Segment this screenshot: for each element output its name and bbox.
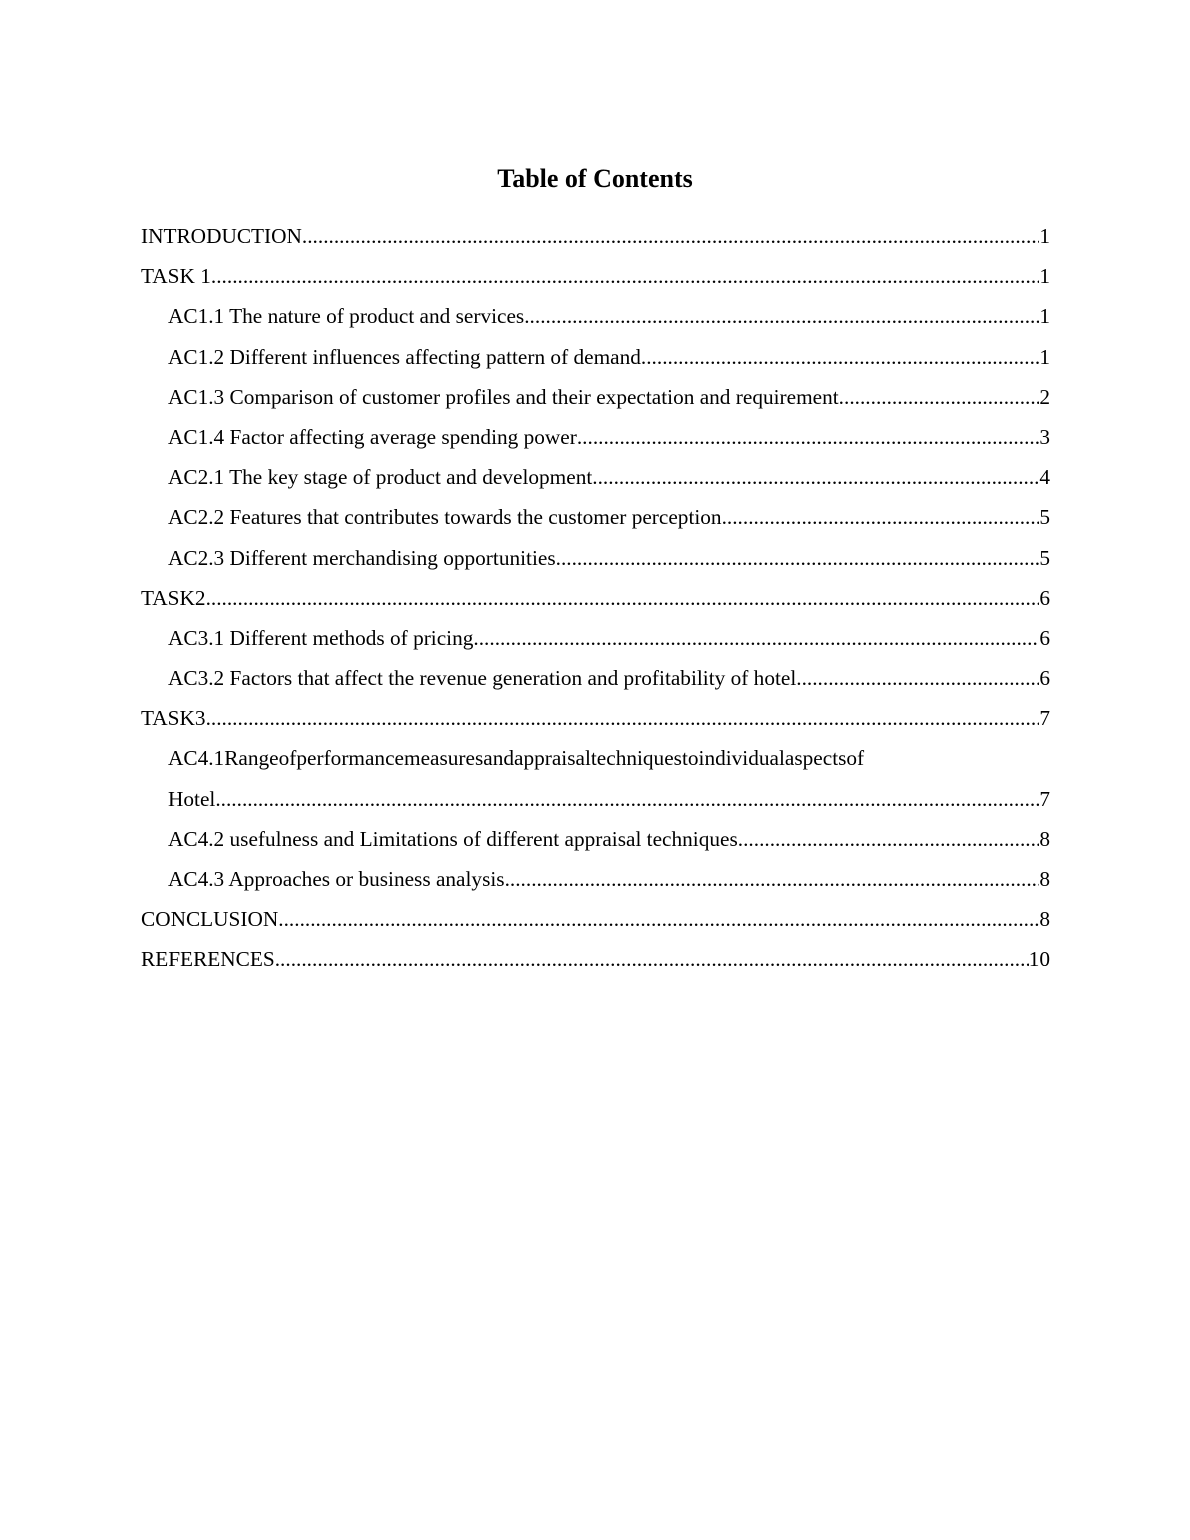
toc-page-number: 1 [1039,304,1050,329]
toc-entry-label: AC3.2 Factors that affect the revenue generation and profitability of hotel [168,666,797,691]
toc-page-number: 5 [1039,545,1050,570]
toc-page-number: 8 [1039,907,1050,932]
toc-page-number: 1 [1039,264,1050,289]
toc-entry-label: AC4.2 usefulness and Limitations of different appraisal techniques [168,826,738,851]
toc-entry-ac4-2[interactable] [168,819,1050,859]
toc-page-number: 10 [1028,947,1050,972]
toc-entry-word: Range [224,746,279,771]
dot-leader [641,337,1039,377]
dot-leader [738,819,1040,859]
dot-leader [302,216,1039,256]
dot-leader [206,578,1040,618]
dot-leader [211,256,1039,296]
toc-entry-label: TASK 1 [141,264,211,289]
toc-entry-label: CONCLUSION [141,907,279,932]
toc-page-number: 5 [1039,505,1050,530]
toc-entry-label: REFERENCES [141,947,275,972]
toc-entry-ac4-1[interactable] [168,738,1050,818]
toc-entry-word: to [681,746,699,771]
toc-entry-ac2-3[interactable] [168,538,1050,578]
dot-leader [796,658,1039,698]
toc-page-number: 1 [1039,344,1050,369]
dot-leader [505,859,1040,899]
toc-page-number: 2 [1039,384,1050,409]
toc-entry-conclusion[interactable] [141,899,1050,939]
toc-title: Table of Contents [497,164,693,193]
toc-entry-task-2[interactable] [141,578,1050,618]
toc-entry-word: of [278,746,297,771]
toc-entry-label: AC4.3 Approaches or business analysis [168,867,505,891]
toc-entry-ac2-2[interactable] [168,497,1050,537]
toc-entry-label: AC1.2 Different influences affecting pattern of demand [168,344,641,369]
toc-entry-label-line1 [168,738,1050,778]
toc-entry-word: measures [404,746,484,771]
toc-entry-label: AC2.1 The key stage of product and development [168,465,593,490]
toc-entry-ac4-3[interactable] [168,859,1050,899]
toc-entry-ac1-2[interactable] [168,337,1050,377]
dot-leader [215,779,1039,819]
toc-entry-word: of [846,746,865,771]
toc-entry-word: aspects [784,746,847,771]
toc-entry-label: TASK3 [141,706,206,731]
toc-page-number: 7 [1039,786,1050,811]
toc-entry-label: AC1.4 Factor affecting average spending power [168,424,577,449]
toc-entry-ac1-3[interactable] [168,377,1050,417]
toc-page-number: 3 [1039,424,1050,449]
toc-entry-ac3-2[interactable] [168,658,1050,698]
toc-entry-label: TASK2 [141,585,206,610]
dot-leader [577,417,1040,457]
toc-page-number: 8 [1039,867,1050,891]
dot-leader [524,296,1039,336]
toc-entry-ac2-1[interactable] [168,457,1050,497]
toc-entry-word: performance [296,746,404,771]
dot-leader [592,457,1039,497]
toc-entry-ac1-1[interactable] [168,296,1050,336]
toc-entry-references[interactable] [141,939,1050,979]
dot-leader [473,618,1039,658]
dot-leader [206,698,1040,738]
dot-leader [561,538,1039,578]
toc-page-number: 1 [1039,224,1050,248]
dot-leader [722,497,1040,537]
toc-entry-label: AC2.2 Features that contributes towards the customer perception [168,505,722,530]
toc-entry-ac3-1[interactable] [168,618,1050,658]
toc-entry-word: AC4.1 [168,746,225,771]
toc-entry-task-3[interactable] [141,698,1050,738]
toc-entry-word: appraisal [514,746,591,771]
toc-entry-word: and [483,746,514,771]
toc-page-number: 7 [1039,706,1050,731]
toc-entry-word: individual [698,746,785,771]
toc-page-number: 4 [1039,465,1050,490]
toc-entry-label: AC3.1 Different methods of pricing [168,625,474,650]
toc-page-number: 8 [1039,826,1050,851]
toc-entry-label: AC1.3 Comparison of customer profiles and their expectation and requirement [168,384,839,409]
toc-entry-label: INTRODUCTION [141,224,302,248]
toc-page-number: 6 [1039,585,1050,610]
toc-entry-label-line2-row [168,779,1050,819]
dot-leader [839,377,1040,417]
toc-entry-label: Hotel [168,786,216,811]
toc-list [141,216,1050,980]
toc-page-number: 6 [1039,666,1050,691]
toc-entry-ac1-4[interactable] [168,417,1050,457]
toc-entry-label: AC1.1 The nature of product and services [168,304,525,329]
dot-leader [275,939,1029,979]
dot-leader [278,899,1039,939]
toc-entry-introduction[interactable] [141,216,1050,256]
toc-entry-label: AC2.3 Different merchandising opportunities. [168,545,561,570]
toc-entry-task-1[interactable] [141,256,1050,296]
toc-page-number: 6 [1039,625,1050,650]
toc-entry-word: techniques [590,746,682,771]
